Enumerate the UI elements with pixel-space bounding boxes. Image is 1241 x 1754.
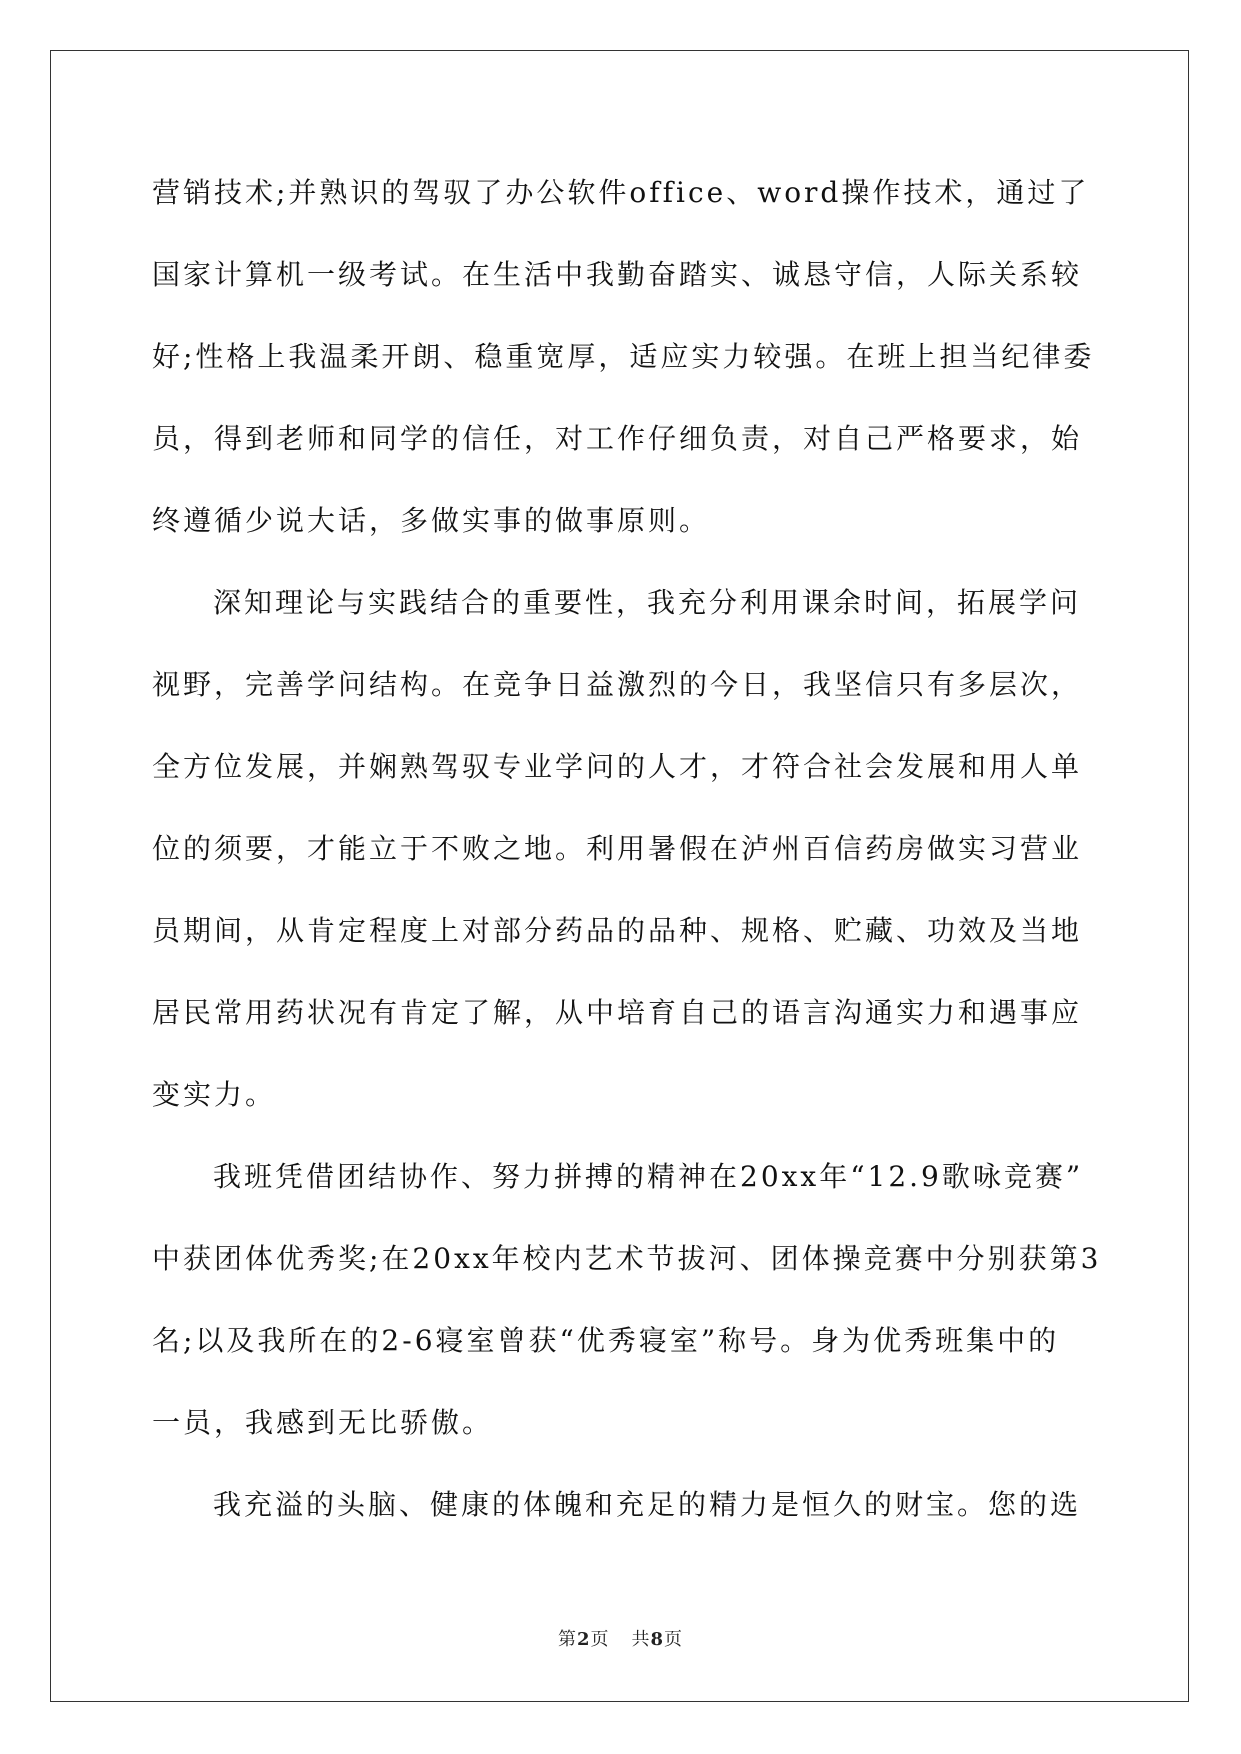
text-line: 好;性格上我温柔开朗、稳重宽厚，适应实力较强。在班上担当纪律委 [152, 340, 1095, 373]
total-prefix: 共 [631, 1629, 651, 1650]
text-line: 员期间，从肯定程度上对部分药品的品种、规格、贮藏、功效及当地 [152, 914, 1083, 947]
text-line: 营销技术;并熟识的驾驭了办公软件office、word操作技术，通过了 [152, 176, 1090, 209]
paragraph-start-line: 深知理论与实践结合的重要性，我充分利用课余时间，拓展学问 [213, 586, 1082, 619]
document-body [152, 163, 1102, 1557]
paragraph-start-line: 我充溢的头脑、健康的体魄和充足的精力是恒久的财宝。您的选 [213, 1488, 1082, 1521]
text-line: 全方位发展，并娴熟驾驭专业学问的人才，才符合社会发展和用人单 [152, 750, 1083, 783]
page-footer [0, 1625, 1241, 1651]
text-line: 一员，我感到无比骄傲。 [152, 1406, 494, 1439]
text-line: 员，得到老师和同学的信任，对工作仔细负责，对自己严格要求，始 [152, 422, 1083, 455]
text-line: 位的须要，才能立于不败之地。利用暑假在泸州百信药房做实习营业 [152, 832, 1083, 865]
text-line: 终遵循少说大话，多做实事的做事原则。 [152, 504, 711, 537]
total-pages: 8 [650, 1629, 665, 1650]
text-line: 国家计算机一级考试。在生活中我勤奋踏实、诚恳守信，人际关系较 [152, 258, 1083, 291]
text-line: 变实力。 [152, 1078, 277, 1111]
text-line: 名;以及我所在的2-6寝室曾获“优秀寝室”称号。身为优秀班集中的 [152, 1324, 1060, 1357]
paragraph-start-line: 我班凭借团结协作、努力拼搏的精神在20xx年“12.9歌咏竞赛” [213, 1160, 1084, 1193]
text-line: 视野，完善学问结构。在竞争日益激烈的今日，我坚信只有多层次， [152, 668, 1083, 701]
page-suffix: 页 [590, 1629, 610, 1650]
page-number: 2 [576, 1629, 591, 1650]
page-prefix: 第 [557, 1629, 577, 1650]
total-suffix: 页 [664, 1629, 684, 1650]
text-line: 居民常用药状况有肯定了解，从中培育自己的语言沟通实力和遇事应 [152, 996, 1083, 1029]
text-line: 中获团体优秀奖;在20xx年校内艺术节拔河、团体操竞赛中分别获第3 [152, 1242, 1102, 1275]
